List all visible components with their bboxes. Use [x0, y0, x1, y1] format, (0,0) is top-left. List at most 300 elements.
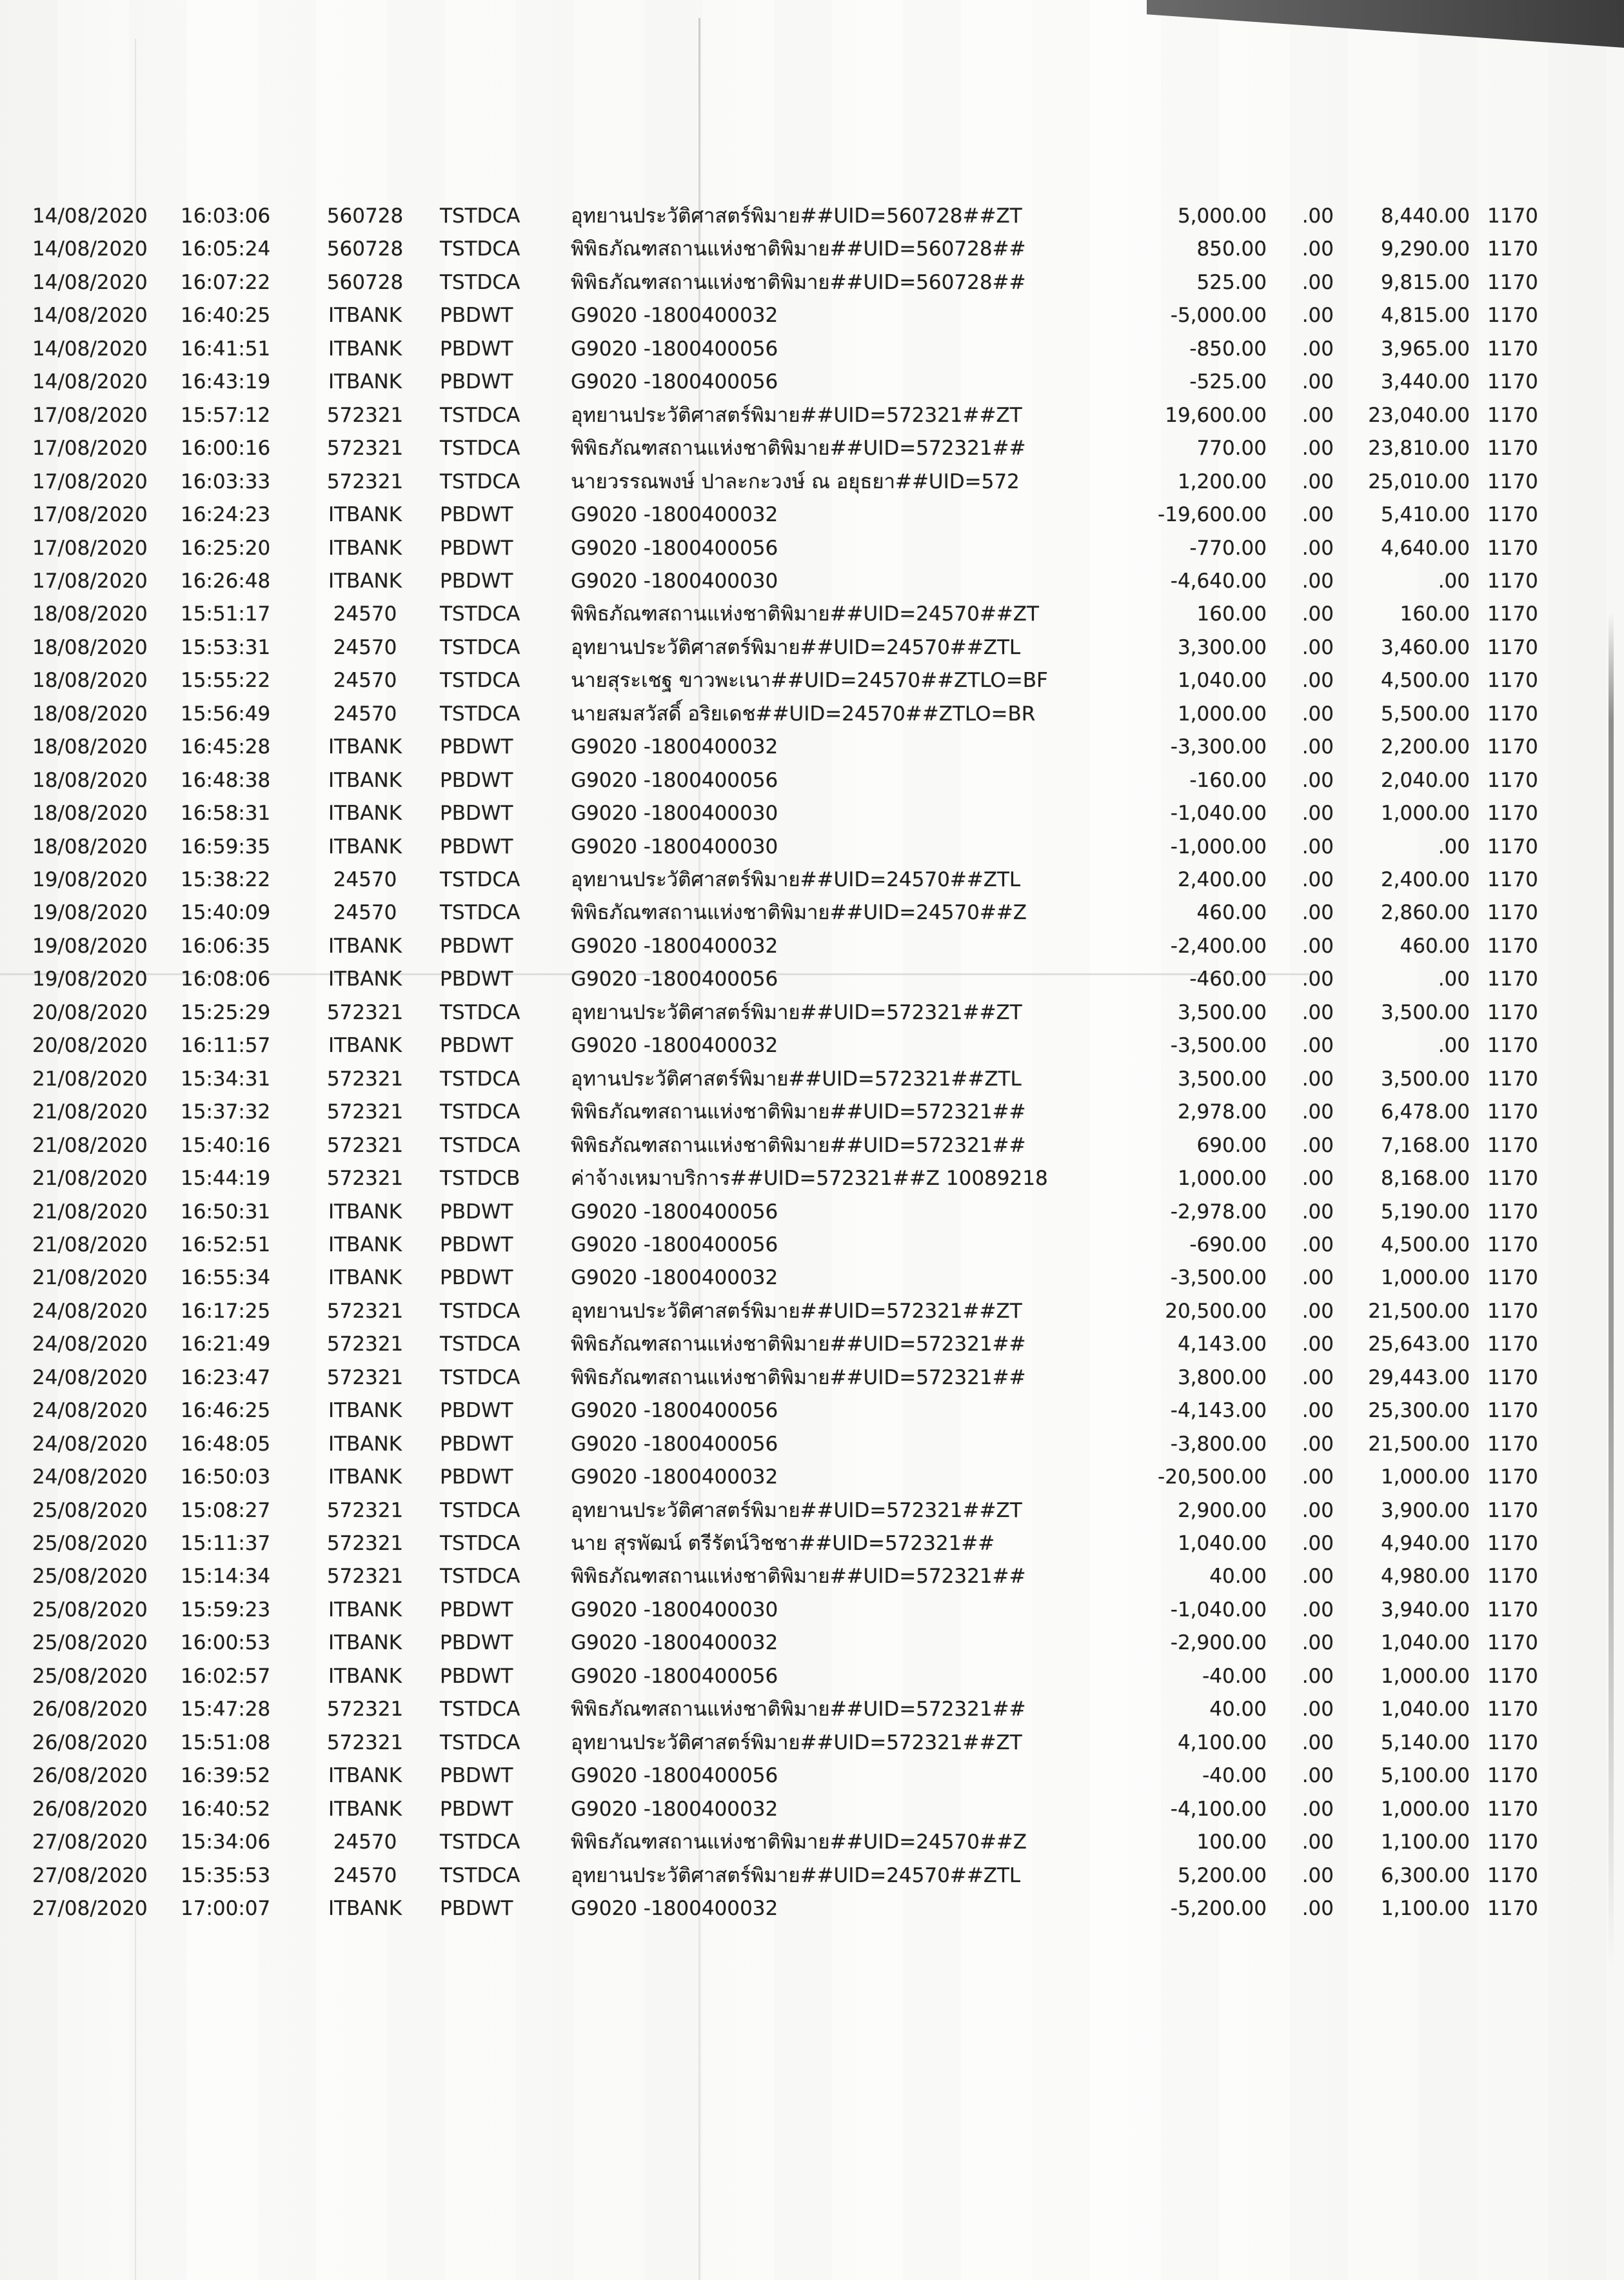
cell-fee: .00 [1302, 1764, 1334, 1788]
cell-transaction-date: 17/08/2020 [32, 437, 148, 461]
cell-branch-code: 1170 [1487, 503, 1538, 527]
cell-channel-code: TSTDCA [440, 1333, 520, 1356]
cell-channel-code: PBDWT [440, 735, 513, 759]
cell-balance: .00 [1438, 1034, 1470, 1058]
cell-transaction-time: 16:26:48 [181, 569, 271, 593]
cell-branch-code: 1170 [1487, 1167, 1538, 1191]
cell-fee: .00 [1302, 1664, 1334, 1688]
cell-transaction-time: 15:34:31 [181, 1067, 271, 1091]
cell-amount: -850.00 [1189, 337, 1267, 361]
cell-balance: 3,440.00 [1380, 370, 1470, 394]
cell-transaction-date: 21/08/2020 [32, 1233, 148, 1256]
cell-branch-code: 1170 [1487, 1034, 1538, 1058]
cell-fee: .00 [1302, 1365, 1334, 1389]
cell-branch-code: 1170 [1487, 1797, 1538, 1821]
table-row [0, 1428, 1624, 1462]
cell-description: อุทยานประวัติศาสตร์พิมาย##UID=572321##ZT [571, 1498, 1022, 1522]
cell-branch-code: 1170 [1487, 1698, 1538, 1721]
cell-transaction-time: 16:17:25 [181, 1299, 271, 1323]
table-row [0, 399, 1624, 433]
cell-amount: -2,978.00 [1170, 1200, 1267, 1224]
cell-description: พิพิธภัณฑสถานแห่งชาติพิมาย##UID=572321## [571, 1333, 1026, 1356]
cell-terminal-code: 572321 [326, 1698, 404, 1721]
cell-channel-code: TSTDCA [440, 1498, 520, 1522]
cell-terminal-code: ITBANK [328, 1034, 402, 1058]
cell-terminal-code: ITBANK [328, 536, 402, 560]
table-row [0, 299, 1624, 333]
cell-amount: 5,200.00 [1177, 1863, 1267, 1887]
cell-description: G9020 -1800400032 [571, 735, 778, 759]
table-row [0, 499, 1624, 532]
cell-terminal-code: 24570 [333, 635, 397, 659]
cell-branch-code: 1170 [1487, 802, 1538, 826]
cell-fee: .00 [1302, 403, 1334, 427]
cell-transaction-time: 15:44:19 [181, 1167, 271, 1191]
table-row [0, 1295, 1624, 1329]
cell-branch-code: 1170 [1487, 934, 1538, 958]
cell-terminal-code: ITBANK [328, 304, 402, 328]
cell-transaction-time: 16:48:38 [181, 768, 271, 792]
cell-fee: .00 [1302, 503, 1334, 527]
cell-balance: 160.00 [1400, 602, 1470, 626]
cell-transaction-date: 25/08/2020 [32, 1598, 148, 1621]
cell-description: G9020 -1800400056 [571, 1200, 778, 1224]
cell-description: พิพิธภัณฑสถานแห่งชาติพิมาย##UID=572321## [571, 437, 1026, 461]
table-row [0, 1129, 1624, 1163]
cell-balance: 3,940.00 [1380, 1598, 1470, 1621]
cell-transaction-time: 16:02:57 [181, 1664, 271, 1688]
cell-transaction-time: 15:59:23 [181, 1598, 271, 1621]
cell-fee: .00 [1302, 868, 1334, 891]
table-row [0, 1063, 1624, 1096]
cell-transaction-date: 18/08/2020 [32, 669, 148, 693]
cell-branch-code: 1170 [1487, 602, 1538, 626]
table-row [0, 532, 1624, 566]
cell-terminal-code: 572321 [326, 403, 404, 427]
cell-description: G9020 -1800400056 [571, 967, 778, 991]
cell-branch-code: 1170 [1487, 1432, 1538, 1456]
cell-channel-code: TSTDCA [440, 901, 520, 925]
cell-description: G9020 -1800400032 [571, 1797, 778, 1821]
cell-transaction-time: 15:57:12 [181, 403, 271, 427]
cell-transaction-time: 16:41:51 [181, 337, 271, 361]
cell-balance: 4,940.00 [1380, 1532, 1470, 1555]
cell-terminal-code: ITBANK [328, 503, 402, 527]
cell-description: G9020 -1800400032 [571, 934, 778, 958]
cell-fee: .00 [1302, 1133, 1334, 1157]
cell-amount: -1,000.00 [1170, 835, 1267, 858]
cell-channel-code: TSTDCA [440, 270, 520, 294]
cell-branch-code: 1170 [1487, 270, 1538, 294]
cell-transaction-date: 19/08/2020 [32, 901, 148, 925]
cell-transaction-date: 18/08/2020 [32, 635, 148, 659]
cell-terminal-code: 24570 [333, 1830, 397, 1854]
cell-amount: -4,640.00 [1170, 569, 1267, 593]
cell-branch-code: 1170 [1487, 470, 1538, 493]
cell-terminal-code: ITBANK [328, 1233, 402, 1256]
cell-branch-code: 1170 [1487, 337, 1538, 361]
cell-fee: .00 [1302, 1399, 1334, 1423]
table-row [0, 1262, 1624, 1295]
cell-transaction-date: 21/08/2020 [32, 1133, 148, 1157]
cell-transaction-date: 26/08/2020 [32, 1764, 148, 1788]
cell-transaction-date: 24/08/2020 [32, 1333, 148, 1356]
cell-description: G9020 -1800400056 [571, 1432, 778, 1456]
cell-channel-code: TSTDCA [440, 1863, 520, 1887]
cell-transaction-date: 24/08/2020 [32, 1365, 148, 1389]
cell-amount: -40.00 [1202, 1664, 1267, 1688]
table-row [0, 797, 1624, 831]
cell-channel-code: PBDWT [440, 1764, 513, 1788]
cell-transaction-date: 18/08/2020 [32, 802, 148, 826]
cell-channel-code: PBDWT [440, 1797, 513, 1821]
cell-description: อุทยานประวัติศาสตร์พิมาย##UID=572321##ZT [571, 1299, 1022, 1323]
cell-amount: -525.00 [1189, 370, 1267, 394]
cell-channel-code: PBDWT [440, 337, 513, 361]
cell-fee: .00 [1302, 602, 1334, 626]
cell-transaction-date: 17/08/2020 [32, 503, 148, 527]
cell-channel-code: PBDWT [440, 967, 513, 991]
cell-transaction-time: 16:23:47 [181, 1365, 271, 1389]
cell-balance: 1,000.00 [1380, 1664, 1470, 1688]
cell-amount: 3,500.00 [1177, 1000, 1267, 1024]
cell-transaction-time: 16:48:05 [181, 1432, 271, 1456]
cell-fee: .00 [1302, 1100, 1334, 1124]
cell-fee: .00 [1302, 270, 1334, 294]
cell-amount: -1,040.00 [1170, 1598, 1267, 1621]
cell-branch-code: 1170 [1487, 835, 1538, 858]
cell-description: G9020 -1800400032 [571, 503, 778, 527]
cell-amount: -4,143.00 [1170, 1399, 1267, 1423]
cell-description: อุทยานประวัติศาสตร์พิมาย##UID=572321##ZT [571, 403, 1022, 427]
cell-branch-code: 1170 [1487, 1730, 1538, 1754]
cell-balance: .00 [1438, 967, 1470, 991]
cell-balance: 1,000.00 [1380, 1266, 1470, 1290]
cell-terminal-code: 24570 [333, 1863, 397, 1887]
cell-fee: .00 [1302, 1631, 1334, 1655]
cell-transaction-time: 15:37:32 [181, 1100, 271, 1124]
cell-balance: .00 [1438, 569, 1470, 593]
cell-balance: 4,640.00 [1380, 536, 1470, 560]
cell-terminal-code: 572321 [326, 1067, 404, 1091]
cell-branch-code: 1170 [1487, 1299, 1538, 1323]
cell-transaction-date: 25/08/2020 [32, 1498, 148, 1522]
cell-transaction-date: 19/08/2020 [32, 868, 148, 891]
cell-terminal-code: ITBANK [328, 1465, 402, 1489]
cell-channel-code: TSTDCB [440, 1167, 520, 1191]
cell-channel-code: PBDWT [440, 304, 513, 328]
cell-transaction-date: 20/08/2020 [32, 1034, 148, 1058]
cell-branch-code: 1170 [1487, 702, 1538, 726]
cell-fee: .00 [1302, 237, 1334, 261]
cell-transaction-time: 16:55:34 [181, 1266, 271, 1290]
table-row [0, 764, 1624, 798]
cell-amount: -3,300.00 [1170, 735, 1267, 759]
cell-balance: 3,900.00 [1380, 1498, 1470, 1522]
cell-description: พิพิธภัณฑสถานแห่งชาติพิมาย##UID=24570##Z [571, 1830, 1027, 1854]
cell-branch-code: 1170 [1487, 1465, 1538, 1489]
cell-transaction-time: 16:43:19 [181, 370, 271, 394]
cell-transaction-date: 17/08/2020 [32, 470, 148, 493]
cell-channel-code: TSTDCA [440, 669, 520, 693]
cell-channel-code: PBDWT [440, 835, 513, 858]
cell-balance: 1,040.00 [1380, 1698, 1470, 1721]
cell-channel-code: TSTDCA [440, 1100, 520, 1124]
cell-balance: 23,810.00 [1368, 437, 1470, 461]
cell-description: G9020 -1800400032 [571, 1034, 778, 1058]
cell-fee: .00 [1302, 1896, 1334, 1920]
cell-description: G9020 -1800400056 [571, 337, 778, 361]
cell-description: G9020 -1800400030 [571, 1598, 778, 1621]
cell-description: นายวรรณพงษ์ ปาละกะวงษ์ ณ อยุธยา##UID=572 [571, 470, 1020, 493]
cell-terminal-code: ITBANK [328, 370, 402, 394]
cell-branch-code: 1170 [1487, 1598, 1538, 1621]
cell-terminal-code: 572321 [326, 1167, 404, 1191]
cell-amount: 4,100.00 [1177, 1730, 1267, 1754]
cell-transaction-time: 16:08:06 [181, 967, 271, 991]
table-row [0, 1627, 1624, 1660]
cell-transaction-time: 16:00:16 [181, 437, 271, 461]
cell-fee: .00 [1302, 337, 1334, 361]
cell-transaction-time: 16:50:31 [181, 1200, 271, 1224]
cell-fee: .00 [1302, 1034, 1334, 1058]
cell-channel-code: TSTDCA [440, 702, 520, 726]
cell-transaction-date: 19/08/2020 [32, 967, 148, 991]
table-row [0, 598, 1624, 631]
cell-transaction-date: 26/08/2020 [32, 1698, 148, 1721]
cell-terminal-code: ITBANK [328, 1764, 402, 1788]
cell-branch-code: 1170 [1487, 635, 1538, 659]
cell-description: G9020 -1800400056 [571, 370, 778, 394]
cell-transaction-date: 21/08/2020 [32, 1067, 148, 1091]
cell-amount: 1,000.00 [1177, 1167, 1267, 1191]
cell-amount: 4,143.00 [1177, 1333, 1267, 1356]
cell-transaction-time: 16:46:25 [181, 1399, 271, 1423]
cell-amount: 1,040.00 [1177, 1532, 1267, 1555]
cell-description: พิพิธภัณฑสถานแห่งชาติพิมาย##UID=24570##Z [571, 901, 1027, 925]
cell-balance: 4,980.00 [1380, 1565, 1470, 1589]
cell-description: อุทยานประวัติศาสตร์พิมาย##UID=24570##ZTL [571, 868, 1021, 891]
cell-amount: 770.00 [1196, 437, 1267, 461]
cell-amount: -40.00 [1202, 1764, 1267, 1788]
cell-channel-code: TSTDCA [440, 602, 520, 626]
cell-branch-code: 1170 [1487, 437, 1538, 461]
cell-balance: 5,140.00 [1380, 1730, 1470, 1754]
cell-balance: 8,440.00 [1380, 204, 1470, 228]
cell-balance: .00 [1438, 835, 1470, 858]
table-row [0, 1029, 1624, 1063]
cell-description: พิพิธภัณฑสถานแห่งชาติพิมาย##UID=560728## [571, 237, 1026, 261]
cell-transaction-date: 14/08/2020 [32, 337, 148, 361]
cell-amount: 1,000.00 [1177, 702, 1267, 726]
cell-amount: 2,900.00 [1177, 1498, 1267, 1522]
cell-description: พิพิธภัณฑสถานแห่งชาติพิมาย##UID=24570##ZT [571, 602, 1039, 626]
cell-terminal-code: 560728 [326, 204, 404, 228]
cell-channel-code: PBDWT [440, 802, 513, 826]
cell-transaction-date: 25/08/2020 [32, 1532, 148, 1555]
cell-fee: .00 [1302, 1000, 1334, 1024]
cell-balance: 1,000.00 [1380, 802, 1470, 826]
cell-transaction-time: 15:55:22 [181, 669, 271, 693]
cell-transaction-time: 15:40:16 [181, 1133, 271, 1157]
cell-terminal-code: 572321 [326, 1000, 404, 1024]
cell-branch-code: 1170 [1487, 1365, 1538, 1389]
cell-branch-code: 1170 [1487, 868, 1538, 891]
cell-fee: .00 [1302, 470, 1334, 493]
cell-channel-code: PBDWT [440, 1598, 513, 1621]
table-row [0, 466, 1624, 499]
cell-branch-code: 1170 [1487, 1100, 1538, 1124]
cell-transaction-date: 26/08/2020 [32, 1797, 148, 1821]
cell-terminal-code: 572321 [326, 1498, 404, 1522]
cell-description: G9020 -1800400030 [571, 802, 778, 826]
cell-terminal-code: ITBANK [328, 337, 402, 361]
cell-terminal-code: ITBANK [328, 967, 402, 991]
table-row [0, 1693, 1624, 1727]
cell-balance: 460.00 [1400, 934, 1470, 958]
cell-transaction-time: 15:35:53 [181, 1863, 271, 1887]
cell-description: G9020 -1800400032 [571, 1631, 778, 1655]
cell-amount: 1,040.00 [1177, 669, 1267, 693]
cell-amount: 100.00 [1196, 1830, 1267, 1854]
cell-channel-code: TSTDCA [440, 1067, 520, 1091]
cell-balance: 25,010.00 [1368, 470, 1470, 493]
cell-transaction-time: 16:07:22 [181, 270, 271, 294]
cell-description: อุทานประวัติศาสตร์พิมาย##UID=572321##ZTL [571, 1067, 1022, 1091]
cell-transaction-date: 17/08/2020 [32, 569, 148, 593]
cell-description: G9020 -1800400056 [571, 1233, 778, 1256]
cell-channel-code: PBDWT [440, 569, 513, 593]
cell-channel-code: TSTDCA [440, 1730, 520, 1754]
cell-terminal-code: ITBANK [328, 569, 402, 593]
table-row [0, 864, 1624, 897]
cell-amount: 2,978.00 [1177, 1100, 1267, 1124]
cell-fee: .00 [1302, 1465, 1334, 1489]
cell-branch-code: 1170 [1487, 735, 1538, 759]
cell-terminal-code: 572321 [326, 1333, 404, 1356]
cell-terminal-code: 24570 [333, 702, 397, 726]
cell-transaction-time: 15:11:37 [181, 1532, 271, 1555]
cell-branch-code: 1170 [1487, 901, 1538, 925]
table-row [0, 1162, 1624, 1196]
table-row [0, 1494, 1624, 1528]
cell-amount: -5,200.00 [1170, 1896, 1267, 1920]
cell-description: อุทยานประวัติศาสตร์พิมาย##UID=572321##ZT [571, 1730, 1022, 1754]
cell-transaction-date: 19/08/2020 [32, 934, 148, 958]
cell-amount: 160.00 [1196, 602, 1267, 626]
cell-amount: 40.00 [1209, 1565, 1267, 1589]
cell-fee: .00 [1302, 802, 1334, 826]
cell-terminal-code: 572321 [326, 1532, 404, 1555]
table-row [0, 266, 1624, 300]
cell-fee: .00 [1302, 1333, 1334, 1356]
cell-balance: 3,965.00 [1380, 337, 1470, 361]
cell-description: พิพิธภัณฑสถานแห่งชาติพิมาย##UID=572321## [571, 1100, 1026, 1124]
cell-transaction-time: 16:24:23 [181, 503, 271, 527]
cell-branch-code: 1170 [1487, 1631, 1538, 1655]
cell-description: G9020 -1800400032 [571, 304, 778, 328]
cell-fee: .00 [1302, 901, 1334, 925]
cell-branch-code: 1170 [1487, 204, 1538, 228]
cell-channel-code: PBDWT [440, 1200, 513, 1224]
cell-description: อุทยานประวัติศาสตร์พิมาย##UID=560728##ZT [571, 204, 1022, 228]
table-row [0, 1560, 1624, 1594]
cell-amount: 19,600.00 [1165, 403, 1267, 427]
cell-transaction-time: 16:40:25 [181, 304, 271, 328]
cell-transaction-date: 27/08/2020 [32, 1863, 148, 1887]
cell-channel-code: PBDWT [440, 1465, 513, 1489]
table-row [0, 1362, 1624, 1395]
table-row [0, 233, 1624, 266]
cell-transaction-time: 16:39:52 [181, 1764, 271, 1788]
table-row [0, 1793, 1624, 1827]
cell-balance: 25,643.00 [1368, 1333, 1470, 1356]
table-row [0, 366, 1624, 399]
cell-description: G9020 -1800400030 [571, 569, 778, 593]
cell-transaction-time: 16:03:33 [181, 470, 271, 493]
cell-channel-code: PBDWT [440, 1399, 513, 1423]
cell-branch-code: 1170 [1487, 1830, 1538, 1854]
cell-terminal-code: ITBANK [328, 768, 402, 792]
cell-balance: 1,100.00 [1380, 1896, 1470, 1920]
cell-terminal-code: 572321 [326, 1565, 404, 1589]
cell-balance: 5,410.00 [1380, 503, 1470, 527]
cell-fee: .00 [1302, 1532, 1334, 1555]
cell-channel-code: PBDWT [440, 1432, 513, 1456]
cell-transaction-time: 16:11:57 [181, 1034, 271, 1058]
cell-branch-code: 1170 [1487, 1498, 1538, 1522]
table-row [0, 1859, 1624, 1893]
cell-channel-code: TSTDCA [440, 237, 520, 261]
cell-balance: 2,040.00 [1380, 768, 1470, 792]
cell-branch-code: 1170 [1487, 1664, 1538, 1688]
cell-amount: 1,200.00 [1177, 470, 1267, 493]
cell-branch-code: 1170 [1487, 370, 1538, 394]
cell-transaction-date: 14/08/2020 [32, 270, 148, 294]
cell-description: พิพิธภัณฑสถานแห่งชาติพิมาย##UID=572321## [571, 1698, 1026, 1721]
cell-channel-code: TSTDCA [440, 1133, 520, 1157]
cell-fee: .00 [1302, 1167, 1334, 1191]
cell-transaction-date: 25/08/2020 [32, 1565, 148, 1589]
cell-fee: .00 [1302, 934, 1334, 958]
cell-terminal-code: 572321 [326, 437, 404, 461]
cell-transaction-time: 15:51:08 [181, 1730, 271, 1754]
cell-transaction-date: 25/08/2020 [32, 1664, 148, 1688]
cell-terminal-code: ITBANK [328, 934, 402, 958]
cell-transaction-date: 21/08/2020 [32, 1167, 148, 1191]
cell-fee: .00 [1302, 967, 1334, 991]
cell-balance: 3,460.00 [1380, 635, 1470, 659]
cell-channel-code: TSTDCA [440, 1532, 520, 1555]
table-row [0, 1826, 1624, 1859]
cell-balance: 5,100.00 [1380, 1764, 1470, 1788]
cell-channel-code: TSTDCA [440, 1000, 520, 1024]
cell-amount: 3,800.00 [1177, 1365, 1267, 1389]
cell-fee: .00 [1302, 536, 1334, 560]
cell-balance: 5,500.00 [1380, 702, 1470, 726]
table-row [0, 1096, 1624, 1129]
cell-transaction-time: 15:25:29 [181, 1000, 271, 1024]
cell-transaction-time: 15:56:49 [181, 702, 271, 726]
cell-channel-code: PBDWT [440, 1233, 513, 1256]
table-row [0, 963, 1624, 996]
cell-transaction-time: 15:34:06 [181, 1830, 271, 1854]
cell-channel-code: TSTDCA [440, 204, 520, 228]
cell-amount: -3,800.00 [1170, 1432, 1267, 1456]
cell-transaction-date: 24/08/2020 [32, 1432, 148, 1456]
cell-fee: .00 [1302, 1863, 1334, 1887]
cell-transaction-date: 27/08/2020 [32, 1896, 148, 1920]
